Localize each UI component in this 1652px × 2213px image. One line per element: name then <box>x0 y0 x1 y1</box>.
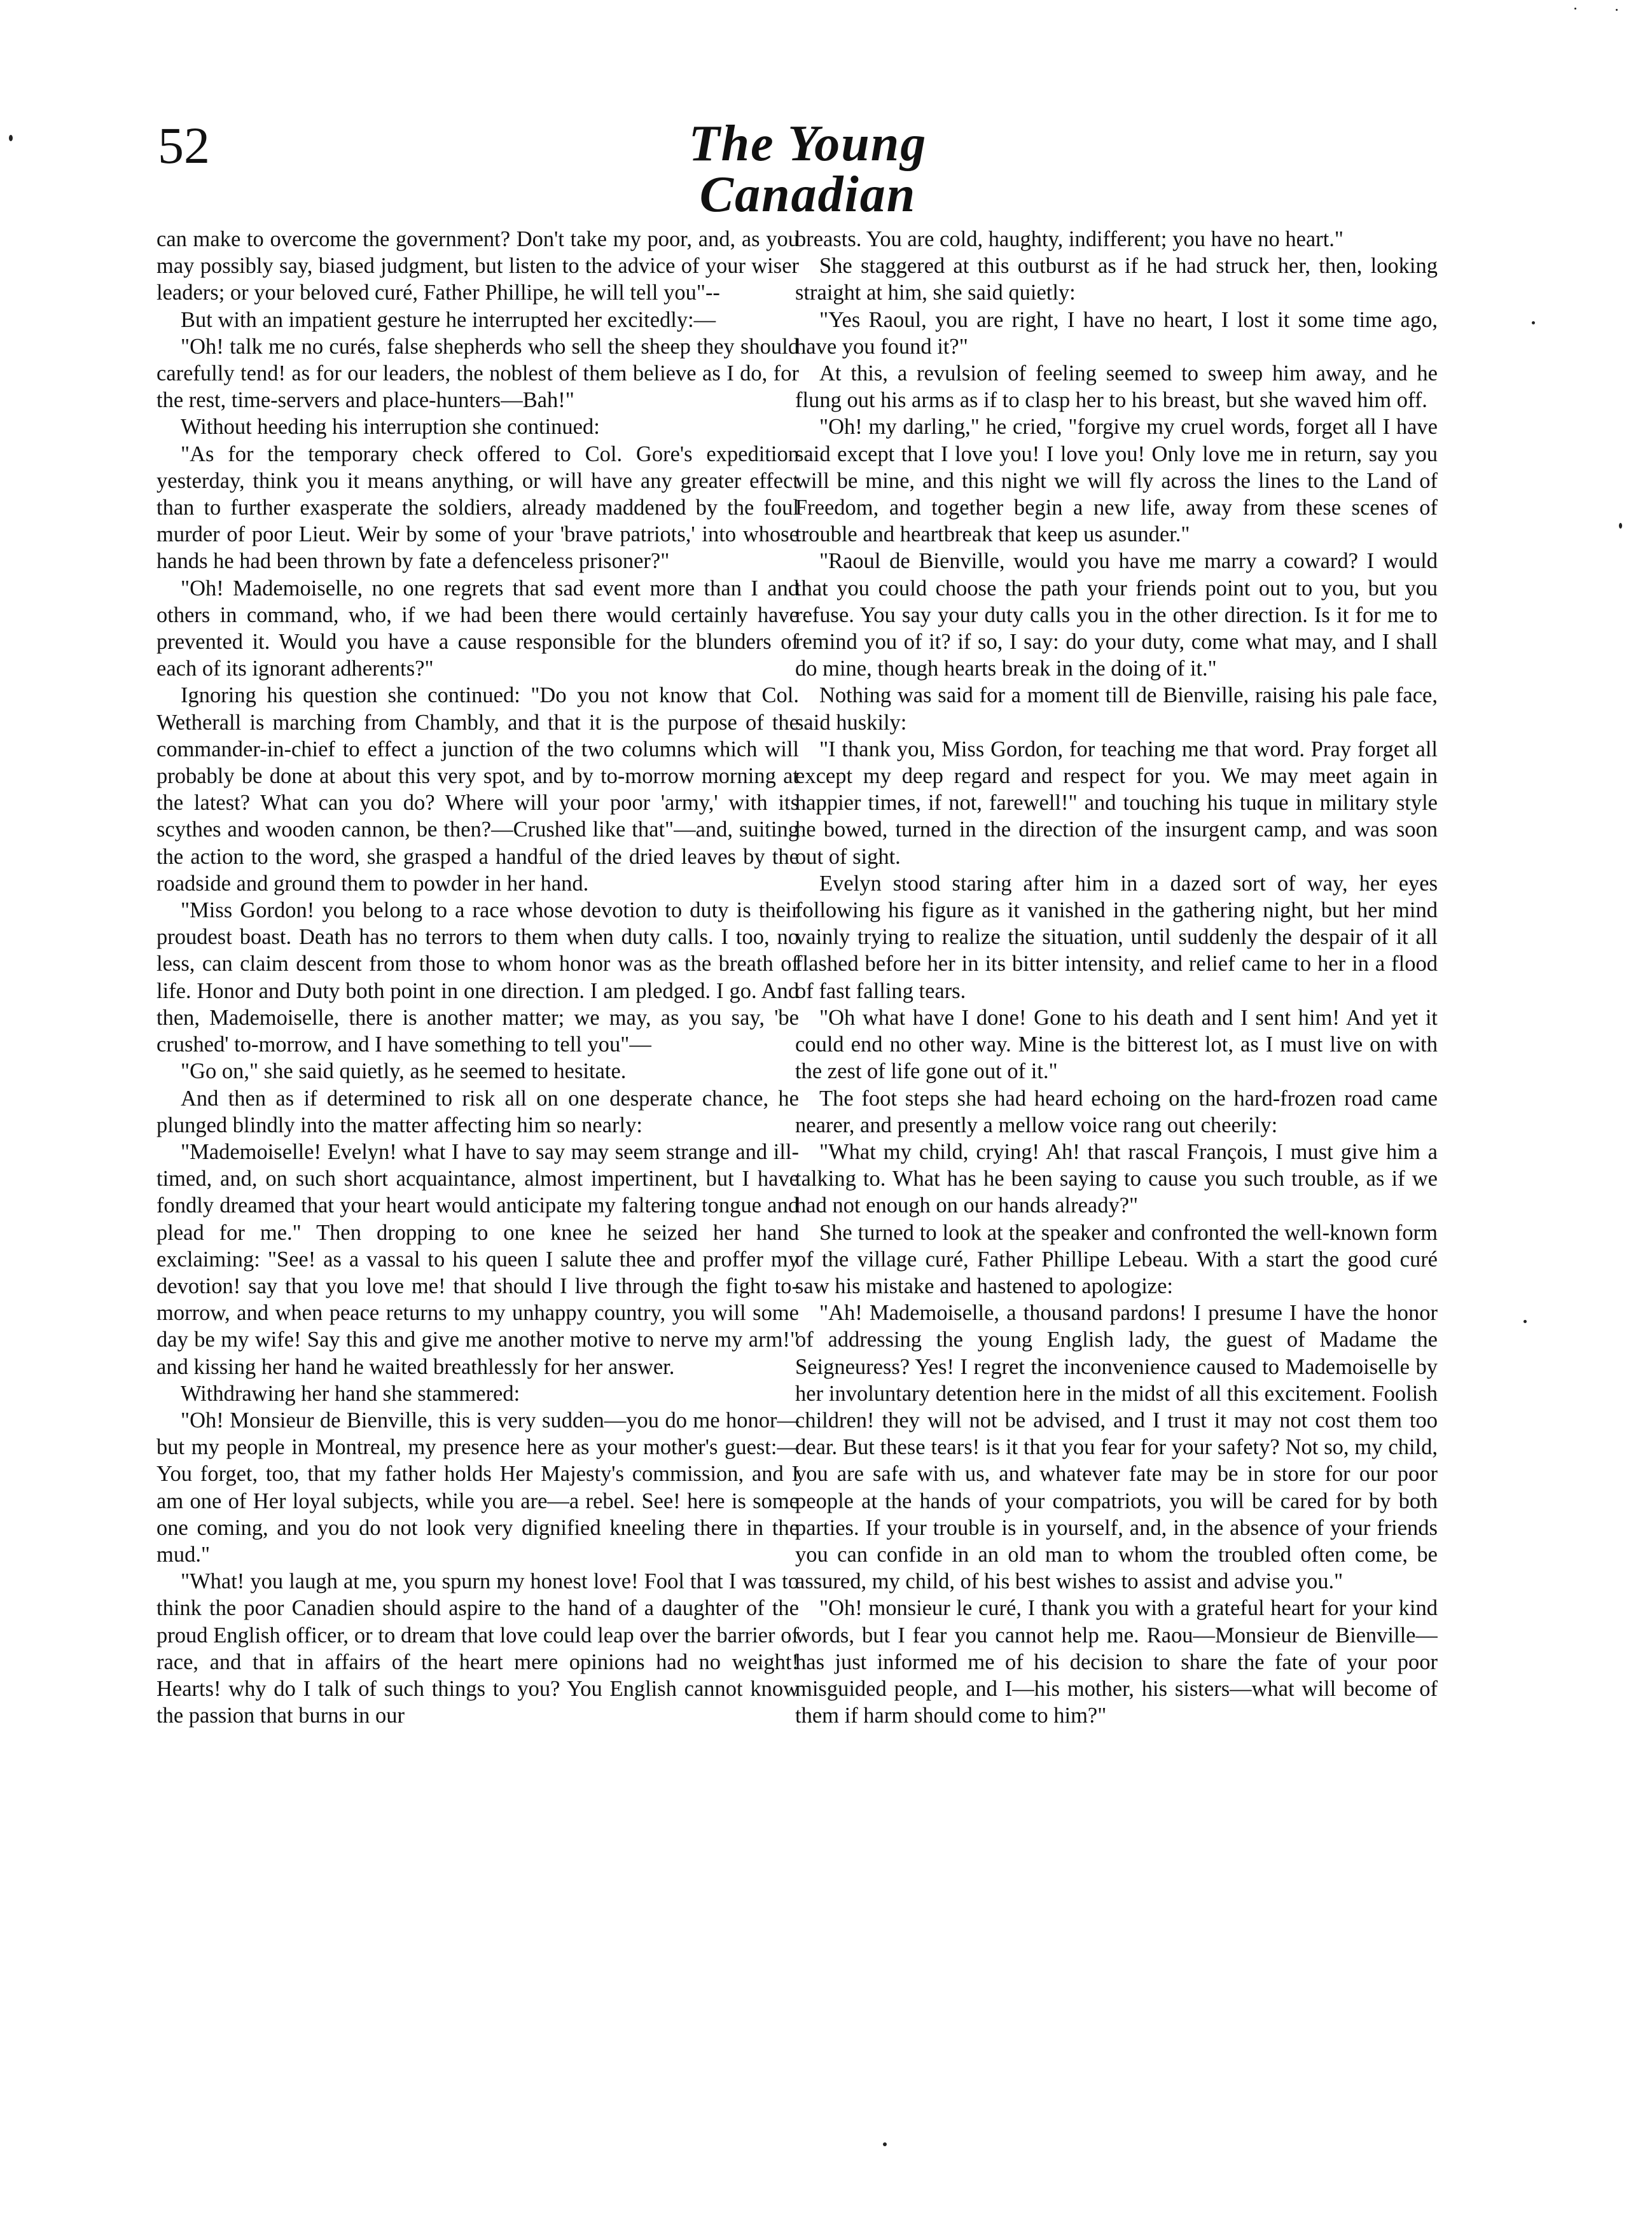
paragraph: can make to overcome the government? Don't take my poor, and, as you may possibly say, biased judgment, but listen to the advice of your wiser leaders; or your beloved curé, Father Phillipe, he will tell you"-- <box>156 227 799 305</box>
paragraph: Evelyn stood staring after him in a dazed sort of way, her eyes following his figure as it vanished in the gathering night, but her mind vainly trying to realize the situation, until suddenly the despair of it all flashed before her in its bitter intensity, and relief came to her in a flood of fast falling tears. <box>795 871 1438 1003</box>
paragraph: She turned to look at the speaker and confronted the well-known form of the village curé, Father Phillipe Lebeau. With a start the good curé saw his mistake and hastened to apologize: <box>795 1220 1438 1298</box>
right-column <box>795 226 1438 2058</box>
paragraph: She staggered at this outburst as if he had struck her, then, looking straight at him, she said quietly: <box>795 254 1438 305</box>
scan-speck <box>1532 321 1535 324</box>
paragraph: And then as if determined to risk all on one desperate chance, he plunged blindly into the matter affecting him so nearly: <box>156 1086 799 1137</box>
paragraph: "Oh! my darling," he cried, "forgive my cruel words, forget all I have said except that I love you! I love you! Only love me in return, say you will be mine, and this night we will fly across the lines to the Land of Freedom, and together begin a new life, away from these scenes of trouble and heartbreak that keep us asunder." <box>795 415 1438 547</box>
paragraph: "I thank you, Miss Gordon, for teaching me that word. Pray forget all except my deep regard and respect for you. We may meet again in happier times, if not, farewell!" and touching his tuque in military style he bowed, turned in the direction of the insurgent camp, and was soon out of sight. <box>795 737 1438 869</box>
paragraph: Ignoring his question she continued: "Do you not know that Col. Wetherall is marching from Chambly, and that it is the purpose of the commander-in-chief to effect a junction of the two columns which will probably be done at about this very spot, and by to-morrow morning at the latest? What can you do? Where will your poor 'army,' with its scythes and wooden cannon, be then?—Crushed like that"—and, suiting the action to the word, she grasped a handful of the dried leaves by the roadside and ground them to powder in her hand. <box>156 683 799 896</box>
scan-speck <box>1574 8 1576 10</box>
paragraph: But with an impatient gesture he interrupted her excitedly:— <box>181 307 716 332</box>
paragraph: "Yes Raoul, you are right, I have no heart, I lost it some time ago, have you found it?" <box>795 307 1438 359</box>
paragraph: "Oh what have I done! Gone to his death and I sent him! And yet it could end no other way. Mine is the bitterest lot, as I must live on with the zest of life gone out of it." <box>795 1005 1438 1084</box>
paragraph: Without heeding his interruption she continued: <box>181 415 600 440</box>
paragraph: At this, a revulsion of feeling seemed to sweep him away, and he flung out his arms as if to clasp her to his breast, but she waved him off. <box>795 361 1438 413</box>
scan-speck <box>1524 1320 1527 1323</box>
paragraph: "As for the temporary check offered to Col. Gore's expedition yesterday, think you it means anything, or will have any greater effect than to further exasperate the soldiers, already maddened by the foul murder of poor Lieut. Weir by some of your 'brave patriots,' into whose hands he had been thrown by fate a defenceless prisoner?" <box>156 441 799 574</box>
left-column <box>156 226 799 2058</box>
paragraph: Withdrawing her hand she stammered: <box>181 1381 520 1406</box>
paragraph: "Ah! Mademoiselle, a thousand pardons! I presume I have the honor of addressing the young English lady, the guest of Madame the Seigneuress? Yes! I regret the inconvenience caused to Mademoiselle by her involuntary detention here in the midst of all this excitement. Foolish children! they will not be advised, and I trust it may not cost them too dear. But these tears! is it that you fear for your safety? Not so, my child, you are safe with us, and whatever fate may be in store for our poor people at the hands of your compatriots, you will be cared for by both parties. If your trouble is in yourself, and, in the absence of your friends you can confide in an old man to whom the troubled often come, be assured, my child, of his best wishes to assist and advise you." <box>795 1301 1438 1594</box>
paragraph: "Mademoiselle! Evelyn! what I have to say may seem strange and ill-timed, and, on such short acquaintance, almost impertinent, but I have fondly dreamed that your heart would anticipate my faltering tongue and plead for me." Then dropping to one knee he seized her hand exclaiming: "See! as a vassal to his queen I salute thee and proffer my devotion! say that you love me! that should I live through the fight to-morrow, and when peace returns to my unhappy country, you will some day be my wife! Say this and give me another motive to nerve my arm!" and kissing her hand he waited breathlessly for her answer. <box>156 1139 799 1379</box>
paragraph: "Miss Gordon! you belong to a race whose devotion to duty is their proudest boast. Death has no terrors to them when duty calls. I too, no less, can claim descent from those to whom honor was as the breath of life. Honor and Duty both point in one direction. I am pledged. I go. And then, Mademoiselle, there is another matter; we may, as you say, 'be crushed' to-morrow, and I have something to tell you"— <box>156 898 799 1057</box>
paragraph: "Oh! talk me no curés, false shepherds who sell the sheep they should carefully tend! as for our leaders, the noblest of them believe as I do, for the rest, time-servers and place-hunters—Bah!" <box>156 334 799 413</box>
scan-speck <box>9 135 13 141</box>
scan-speck <box>1616 9 1618 11</box>
paragraph: "Raoul de Bienville, would you have me marry a coward? I would that you could choose the path your friends point out to you, but you refuse. You say your duty calls you in the other direction. Is it for me to remind you of it? if so, I say: do your duty, come what may, and I shall do mine, though hearts break in the doing of it." <box>795 549 1438 681</box>
scan-speck <box>883 2142 887 2146</box>
scan-speck <box>1619 523 1622 529</box>
paragraph: Nothing was said for a moment till de Bienville, raising his pale face, said huskily: <box>795 683 1438 735</box>
paragraph: "What! you laugh at me, you spurn my honest love! Fool that I was to think the poor Canadien should aspire to the hand of a daughter of the proud English officer, or to dream that love could leap over the barrier of race, and that in affairs of the heart mere opinions had no weight! Hearts! why do I talk of such things to you? You English cannot know the passion that burns in our <box>156 1569 799 1728</box>
paragraph: "Go on," she said quietly, as he seemed to hesitate. <box>181 1059 627 1084</box>
paragraph: breasts. You are cold, haughty, indifferent; you have no heart." <box>795 227 1343 251</box>
paragraph: "Oh! monsieur le curé, I thank you with a grateful heart for your kind words, but I fear you cannot help me. Raou—Monsieur de Bienville—has just informed me of his decision to share the fate of your poor misguided people, and I—his mother, his sisters—what will become of them if harm should come to him?" <box>795 1596 1438 1728</box>
page-number: 52 <box>158 116 210 174</box>
paragraph: "Oh! Mademoiselle, no one regrets that sad event more than I and others in command, who, if we had been there would certainly have prevented it. Would you have a cause responsible for the blunders of each of its ignorant adherents?" <box>156 576 799 681</box>
paragraph: "What my child, crying! Ah! that rascal François, I must give him a talking to. What has he been saying to cause you such trouble, as if we had not enough on our hands already?" <box>795 1139 1438 1218</box>
paragraph: The foot steps she had heard echoing on the hard-frozen road came nearer, and presently a mellow voice rang out cheerily: <box>795 1086 1438 1137</box>
paragraph: "Oh! Monsieur de Bienville, this is very sudden—you do me honor—but my people in Montreal, my presence here as your mother's guest:—You forget, too, that my father holds Her Majesty's commission, and I am one of Her loyal subjects, while you are—a rebel. See! here is some one coming, and you do not look very dignified kneeling there in the mud." <box>156 1408 799 1567</box>
running-title: The Young Canadian <box>688 116 927 223</box>
